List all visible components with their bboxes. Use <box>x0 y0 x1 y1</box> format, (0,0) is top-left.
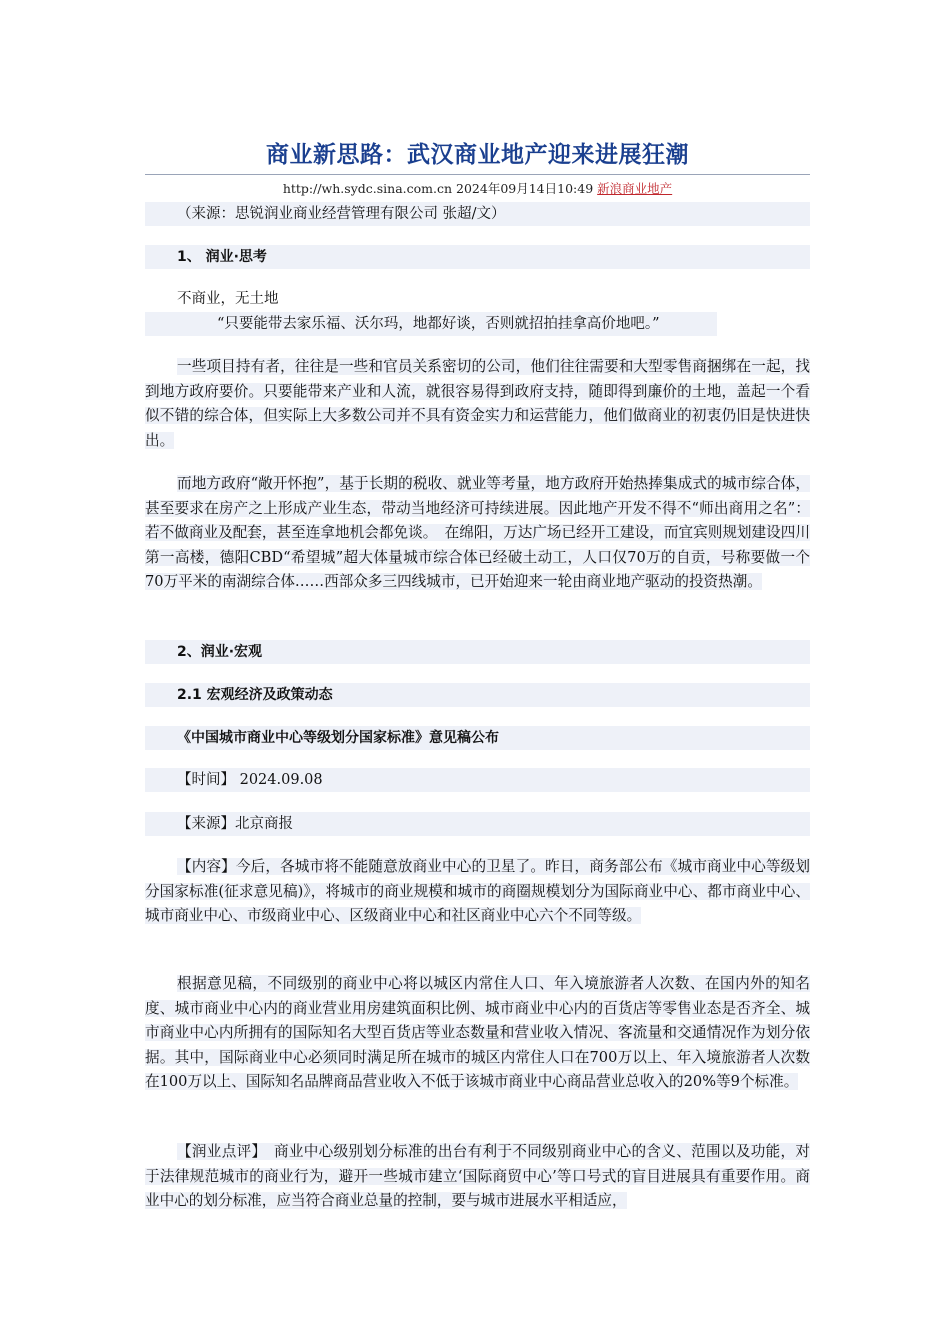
section-2-1-heading: 2.1 宏观经济及政策动态 <box>145 683 810 707</box>
section-1-heading: 1、 润业·思考 <box>145 245 810 269</box>
meta-url: http://wh.sydc.sina.com.cn <box>282 181 453 196</box>
title-divider <box>145 174 810 175</box>
source-line: （来源：思锐润业商业经营管理有限公司 张超/文） <box>145 202 810 226</box>
section-1-paragraph-2: 而地方政府“敞开怀抱”，基于长期的税收、就业等考量，地方政府开始热捧集成式的城市综合体，甚至要求在房产之上形成产业生态，带动当地经济可持续进展。因此地产开发不得不“师出商用之名”：若不做商业及配套，甚至连拿地机会都免谈。 在绵阳，万达广场已经开工建设，而宜宾则规划建设四川第一高楼，德阳CBD“希望城”超大体量城市综合体已经破土动工，人口仅70万的自贡，号称要做一个70万平米的南湖综合体……西部众多三四线城市，已开始迎来一轮由商业地产驱动的投资热潮。 <box>145 475 810 590</box>
news-comment: 【润业点评】 商业中心级别划分标准的出台有利于不同级别商业中心的含义、范围以及功能，对于法律规范城市的商业行为，避开一些城市建立‘国际商贸中心’等口号式的盲目进展具有重要作用。商业中心的划分标准，应当符合商业总量的控制，要与城市进展水平相适应， <box>145 1143 810 1209</box>
news-source: 【来源】北京商报 <box>145 812 810 836</box>
news-title: 《中国城市商业中心等级划分国家标准》意见稿公布 <box>145 726 810 750</box>
section-2-heading: 2、润业·宏观 <box>145 640 810 664</box>
article-title: 商业新思路：武汉商业地产迎来进展狂潮 <box>266 142 689 168</box>
meta-date: 2024年09月14日10:49 <box>456 181 594 196</box>
news-content: 【内容】今后，各城市将不能随意放商业中心的卫星了。昨日，商务部公布《城市商业中心等级划分国家标准(征求意见稿)》，将城市的商业规模和城市的商圈规模划分为国际商业中心、都市商业中心、城市商业中心、市级商业中心、区级商业中心和社区商业中心六个不同等级。 <box>145 858 810 924</box>
news-time: 【时间】 2024.09.08 <box>145 768 810 792</box>
section-1-subheading: 不商业，无土地 <box>177 291 279 307</box>
news-paragraph-2: 根据意见稿，不同级别的商业中心将以城区内常住人口、年入境旅游者人次数、在国内外的知名度、城市商业中心内的商业营业用房建筑面积比例、城市商业中心内的百货店等零售业态是否齐全、城市商业中心内所拥有的国际知名大型百货店等业态数量和营业收入情况、客流量和交通情况作为划分依据。其中，国际商业中心必须同时满足所在城市的城区内常住人口在700万以上、年入境旅游者人次数在100万以上、国际知名品牌商品营业收入不低于该城市商业中心商品营业总收入的20%等9个标准。 <box>145 975 810 1090</box>
source-link[interactable]: 新浪商业地产 <box>597 181 673 196</box>
section-1-paragraph-1: 一些项目持有者，往往是一些和官员关系密切的公司，他们往往需要和大型零售商捆绑在一起，找到地方政府要价。只要能带来产业和人流，就很容易得到政府支持，随即得到廉价的土地，盖起一个看似不错的综合体，但实际上大多数公司并不具有资金实力和运营能力，他们做商业的初衷仍旧是快进快出。 <box>145 358 810 449</box>
article-meta <box>145 179 810 197</box>
section-1-quote: “只要能带去家乐福、沃尔玛，地都好谈，否则就招拍挂拿高价地吧。” <box>145 312 717 336</box>
